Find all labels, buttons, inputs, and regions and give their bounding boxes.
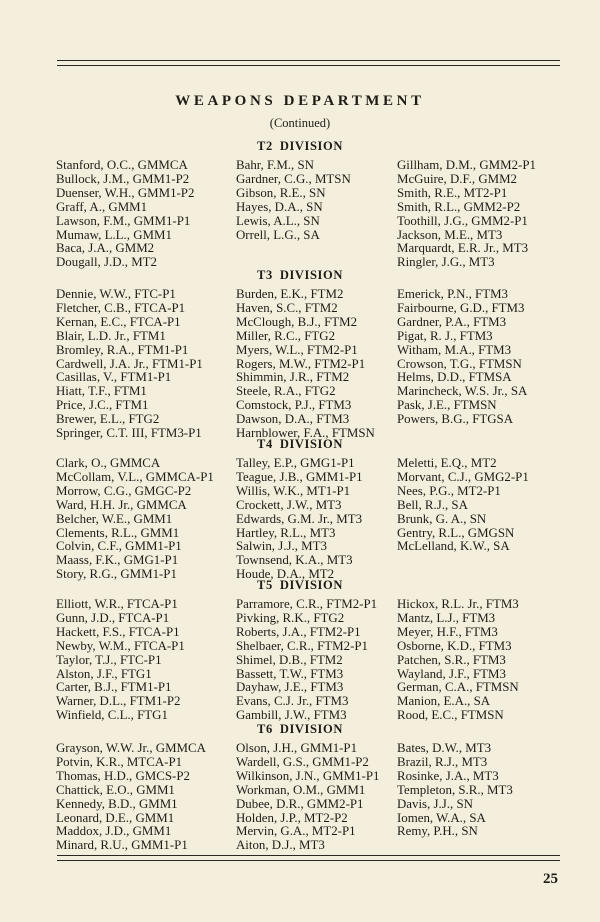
- roster-entry: Ward, H.H. Jr., GMMCA: [56, 497, 187, 512]
- page-subtitle: (Continued): [269, 116, 331, 130]
- roster-entry: Meyer, H.F., FTM3: [397, 624, 498, 639]
- roster-entry: Nees, P.G., MT2-P1: [397, 483, 501, 498]
- top-rule-1: [57, 60, 560, 61]
- roster-entry: Story, R.G., GMM1-P1: [56, 567, 177, 582]
- roster-entry: Crockett, J.W., MT3: [236, 497, 342, 512]
- roster-entry: Baca, J.A., GMM2: [56, 241, 155, 256]
- roster-entry: Stanford, O.C., GMMCA: [56, 158, 188, 172]
- roster-entry: Comstock, P.J., FTM3: [236, 398, 352, 413]
- roster-entry: Salwin, J.J., MT3: [236, 539, 327, 554]
- roster-entry: Houde, D.A., MT2: [236, 567, 335, 582]
- roster-entry: Bullock, J.M., GMM1-P2: [56, 171, 190, 186]
- roster-entry: Gardner, C.G., MTSN: [236, 171, 351, 186]
- division-word: DIVISION: [279, 722, 343, 736]
- roster-entry: Gillham, D.M., GMM2-P1: [397, 158, 536, 172]
- roster-entry: McGuire, D.F., GMM2: [397, 171, 517, 186]
- roster-entry: Price, J.C., FTM1: [56, 398, 149, 413]
- roster-entry: Rogers, M.W., FTM2-P1: [236, 356, 366, 371]
- division-heading-t5: [0, 578, 600, 593]
- division-word: DIVISION: [279, 437, 343, 451]
- roster-entry: Gambill, J.W., FTM3: [236, 708, 347, 723]
- division-word: DIVISION: [279, 268, 343, 282]
- roster-entry: Myers, W.L., FTM2-P1: [236, 342, 358, 357]
- division-number: T6: [257, 722, 273, 736]
- roster-column-t4-2: [236, 457, 363, 582]
- roster-entry: Hackett, F.S., FTCA-P1: [56, 624, 180, 639]
- roster-column-t3-3: [397, 288, 527, 427]
- bottom-rule-2: [57, 860, 560, 861]
- roster-entry: Brewer, E.L., FTG2: [56, 412, 160, 427]
- roster-entry: Graff, A., GMM1: [56, 199, 148, 214]
- roster-entry: Morvant, C.J., GMG2-P1: [397, 469, 529, 484]
- roster-entry: Casillas, V., FTM1-P1: [56, 370, 172, 385]
- roster-column-t2-1: [56, 159, 194, 270]
- roster-entry: Toothill, J.G., GMM2-P1: [397, 213, 528, 228]
- roster-column-t2-3: [397, 159, 536, 270]
- roster-entry: McCollam, V.L., GMMCA-P1: [56, 469, 214, 484]
- roster-entry: Osborne, K.D., FTM3: [397, 638, 512, 653]
- page-number: 25: [543, 871, 558, 887]
- roster-entry: Winfield, C.L., FTG1: [56, 708, 168, 723]
- roster-entry: Talley, E.P., GMG1-P1: [236, 456, 355, 470]
- roster-entry: Aiton, D.J., MT3: [236, 838, 325, 853]
- roster-entry: Bates, D.W., MT3: [397, 741, 492, 755]
- roster-entry: Thomas, H.D., GMCS-P2: [56, 768, 190, 783]
- roster-entry: Jackson, M.E., MT3: [397, 227, 503, 242]
- division-number: T4: [257, 437, 273, 451]
- roster-entry: Workman, O.M., GMM1: [236, 782, 366, 797]
- roster-entry: Townsend, K.A., MT3: [236, 553, 353, 568]
- roster-entry: Emerick, P.N., FTM3: [397, 287, 508, 301]
- roster-entry: Patchen, S.R., FTM3: [397, 652, 506, 667]
- roster-entry: Duenser, W.H., GMM1-P2: [56, 185, 195, 200]
- roster-entry: Leonard, D.E., GMM1: [56, 810, 175, 825]
- roster-entry: Maass, F.K., GMG1-P1: [56, 553, 179, 568]
- roster-entry: Rosinke, J.A., MT3: [397, 768, 499, 783]
- roster-entry: Edwards, G.M. Jr., MT3: [236, 511, 363, 526]
- roster-entry: Colvin, C.F., GMM1-P1: [56, 539, 182, 554]
- division-heading-t6: [0, 722, 600, 737]
- roster-column-t5-3: [397, 598, 519, 723]
- bottom-rule-1: [57, 855, 560, 856]
- roster-entry: Wilkinson, J.N., GMM1-P1: [236, 768, 380, 783]
- roster-entry: Smith, R.L., GMM2-P2: [397, 199, 521, 214]
- roster-entry: Iomen, W.A., SA: [397, 810, 486, 825]
- roster-column-t3-2: [236, 288, 375, 441]
- page-title: WEAPONS DEPARTMENT: [175, 93, 425, 109]
- roster-entry: Hayes, D.A., SN: [236, 199, 323, 214]
- roster-entry: Bell, R.J., SA: [397, 497, 468, 512]
- roster-entry: Mantz, L.J., FTM3: [397, 610, 496, 625]
- roster-column-t5-2: [236, 598, 377, 723]
- roster-entry: Dawson, D.A., FTM3: [236, 412, 350, 427]
- roster-column-t4-1: [56, 457, 214, 582]
- roster-entry: Brunk, G. A., SN: [397, 511, 487, 526]
- roster-column-t6-2: [236, 742, 379, 853]
- roster-column-t5-1: [56, 598, 185, 723]
- roster-entry: Cardwell, J.A. Jr., FTM1-P1: [56, 356, 203, 371]
- roster-column-t2-2: [236, 159, 351, 242]
- roster-entry: Gentry, R.L., GMGSN: [397, 525, 515, 540]
- roster-entry: Wayland, J.F., FTM3: [397, 666, 506, 681]
- roster-entry: Dougall, J.D., MT2: [56, 255, 157, 270]
- roster-entry: Steele, R.A., FTG2: [236, 384, 336, 399]
- roster-entry: Grayson, W.W. Jr., GMMCA: [56, 741, 206, 755]
- roster-entry: Holden, J.P., MT2-P2: [236, 810, 348, 825]
- division-word: DIVISION: [279, 578, 343, 592]
- division-number: T2: [257, 139, 273, 153]
- roster-entry: Shelbaer, C.R., FTM2-P1: [236, 638, 368, 653]
- roster-entry: Gibson, R.E., SN: [236, 185, 326, 200]
- roster-entry: Gardner, P.A., FTM3: [397, 314, 507, 329]
- roster-entry: Alston, J.F., FTG1: [56, 666, 152, 681]
- roster-entry: Lawson, F.M., GMM1-P1: [56, 213, 191, 228]
- roster-entry: McLelland, K.W., SA: [397, 539, 510, 554]
- division-number: T5: [257, 578, 273, 592]
- roster-entry: Dennie, W.W., FTC-P1: [56, 287, 176, 301]
- roster-entry: Pask, J.E., FTMSN: [397, 398, 497, 413]
- roster-entry: Belcher, W.E., GMM1: [56, 511, 173, 526]
- roster-entry: Warner, D.L., FTM1-P2: [56, 694, 181, 709]
- roster-entry: Chattick, E.O., GMM1: [56, 782, 175, 797]
- roster-entry: Templeton, S.R., MT3: [397, 782, 513, 797]
- roster-entry: McClough, B.J., FTM2: [236, 314, 358, 329]
- roster-column-t6-3: [397, 742, 513, 839]
- roster-entry: Blair, L.D. Jr., FTM1: [56, 328, 166, 343]
- roster-entry: Helms, D.D., FTMSA: [397, 370, 512, 385]
- roster-entry: Newby, W.M., FTCA-P1: [56, 638, 185, 653]
- roster-column-t4-3: [397, 457, 529, 554]
- roster-entry: Manion, E.A., SA: [397, 694, 491, 709]
- roster-entry: Marincheck, W.S. Jr., SA: [397, 384, 528, 399]
- roster-entry: Lewis, A.L., SN: [236, 213, 320, 228]
- roster-entry: Morrow, C.G., GMGC-P2: [56, 483, 192, 498]
- roster-entry: Kennedy, B.D., GMM1: [56, 796, 178, 811]
- roster-entry: Ringler, J.G., MT3: [397, 255, 495, 270]
- roster-entry: Hartley, R.L., MT3: [236, 525, 336, 540]
- roster-entry: Clements, R.L., GMM1: [56, 525, 180, 540]
- roster-entry: Gunn, J.D., FTCA-P1: [56, 610, 170, 625]
- roster-entry: Rood, E.C., FTMSN: [397, 708, 504, 723]
- roster-entry: Haven, S.C., FTM2: [236, 300, 338, 315]
- roster-entry: Evans, C.J. Jr., FTM3: [236, 694, 349, 709]
- roster-entry: German, C.A., FTMSN: [397, 680, 519, 695]
- roster-entry: Smith, R.E., MT2-P1: [397, 185, 508, 200]
- division-number: T3: [257, 268, 273, 282]
- top-rule-2: [57, 65, 560, 66]
- roster-column-t6-1: [56, 742, 206, 853]
- roster-entry: Mumaw, L.L., GMM1: [56, 227, 172, 242]
- roster-entry: Shimmin, J.R., FTM2: [236, 370, 350, 385]
- roster-entry: Bromley, R.A., FTM1-P1: [56, 342, 189, 357]
- roster-entry: Potvin, K.R., MTCA-P1: [56, 754, 183, 769]
- roster-entry: Miller, R.C., FTG2: [236, 328, 336, 343]
- roster-entry: Burden, E.K., FTM2: [236, 287, 344, 301]
- roster-entry: Davis, J.J., SN: [397, 796, 473, 811]
- roster-entry: Hickox, R.L. Jr., FTM3: [397, 597, 519, 611]
- division-heading-t2: [0, 139, 600, 154]
- roster-entry: Wardell, G.S., GMM1-P2: [236, 754, 369, 769]
- roster-entry: Fairbourne, G.D., FTM3: [397, 300, 525, 315]
- roster-entry: Orrell, L.G., SA: [236, 227, 320, 242]
- roster-entry: Mervin, G.A., MT2-P1: [236, 824, 356, 839]
- roster-entry: Crowson, T.G., FTMSN: [397, 356, 522, 371]
- roster-entry: Fletcher, C.B., FTCA-P1: [56, 300, 186, 315]
- roster-entry: Olson, J.H., GMM1-P1: [236, 741, 358, 755]
- roster-entry: Taylor, T.J., FTC-P1: [56, 652, 162, 667]
- roster-entry: Teague, J.B., GMM1-P1: [236, 469, 363, 484]
- roster-entry: Meletti, E.Q., MT2: [397, 456, 497, 470]
- roster-entry: Maddox, J.D., GMM1: [56, 824, 172, 839]
- roster-entry: Pigat, R. J., FTM3: [397, 328, 493, 343]
- roster-entry: Harnblower, F.A., FTMSN: [236, 426, 375, 441]
- roster-entry: Marquardt, E.R. Jr., MT3: [397, 241, 529, 256]
- roster-entry: Bassett, T.W., FTM3: [236, 666, 344, 681]
- roster-entry: Willis, W.K., MT1-P1: [236, 483, 351, 498]
- roster-column-t3-1: [56, 288, 203, 441]
- roster-entry: Springer, C.T. III, FTM3-P1: [56, 426, 202, 441]
- roster-entry: Carter, B.J., FTM1-P1: [56, 680, 172, 695]
- roster-entry: Parramore, C.R., FTM2-P1: [236, 597, 378, 611]
- roster-entry: Remy, P.H., SN: [397, 824, 478, 839]
- roster-entry: Hiatt, T.F., FTM1: [56, 384, 147, 399]
- roster-entry: Shimel, D.B., FTM2: [236, 652, 343, 667]
- roster-entry: Elliott, W.R., FTCA-P1: [56, 597, 178, 611]
- roster-entry: Roberts, J.A., FTM2-P1: [236, 624, 361, 639]
- roster-entry: Dayhaw, J.E., FTM3: [236, 680, 344, 695]
- roster-entry: Clark, O., GMMCA: [56, 456, 161, 470]
- roster-entry: Kernan, E.C., FTCA-P1: [56, 314, 181, 329]
- roster-entry: Brazil, R.J., MT3: [397, 754, 488, 769]
- division-word: DIVISION: [279, 139, 343, 153]
- roster-entry: Bahr, F.M., SN: [236, 158, 314, 172]
- roster-entry: Minard, R.U., GMM1-P1: [56, 838, 188, 853]
- roster-entry: Pivking, R.K., FTG2: [236, 610, 345, 625]
- roster-entry: Witham, M.A., FTM3: [397, 342, 512, 357]
- division-heading-t3: [0, 268, 600, 283]
- roster-entry: Dubee, D.R., GMM2-P1: [236, 796, 364, 811]
- division-heading-t4: [0, 437, 600, 452]
- roster-entry: Powers, B.G., FTGSA: [397, 412, 514, 427]
